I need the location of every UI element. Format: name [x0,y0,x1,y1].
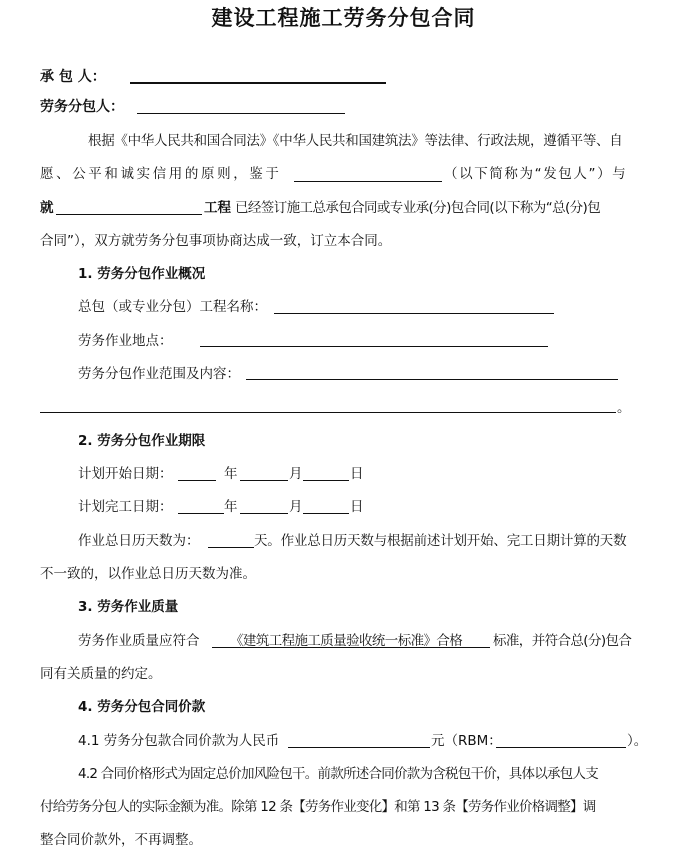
project-field[interactable] [56,214,202,215]
preamble-line4: 合同”），双方就劳务分包事项协商达成一致，订立本合同。 [40,233,392,249]
preamble-line3-a: 就 [40,200,54,216]
section3-heading: 3. 劳务作业质量 [78,599,179,615]
scope-field-line2[interactable] [40,412,616,413]
start-year-unit: 年 [224,466,238,482]
document-title: 建设工程施工劳务分包合同 [211,5,476,30]
quality-standard[interactable]: 《建筑工程施工质量验收统一标准》合格 [230,633,463,649]
scope-end-period: 。 [617,400,631,416]
price-rmb-field[interactable] [288,747,430,748]
location-label: 劳务作业地点： [78,333,173,349]
total-days-field[interactable] [208,547,254,548]
preamble-line1: 根据《中华人民共和国合同法》《中华人民共和国建筑法》等法律、行政法规，遵循平等、自 [88,133,623,149]
section1-heading: 1. 劳务分包作业概况 [78,266,206,282]
project-name-field[interactable] [274,313,554,314]
end-month-field[interactable] [240,513,288,514]
start-month-unit: 月 [289,466,303,482]
price-4-1-c: ）。 [627,733,648,749]
contractor-field[interactable] [130,82,386,84]
end-day-unit: 日 [350,499,364,515]
quality-text-b: 标准，并符合总(分)包合 [493,633,632,649]
contractor-label: 承 包 人： [40,69,106,85]
start-day-unit: 日 [350,466,364,482]
price-4-1-a: 4.1 劳务分包款合同价款为人民币 [78,733,280,749]
subcontractor-field[interactable] [137,113,345,114]
price-4-1-b: 元（RBM： [431,733,502,749]
price-4-2-b: 付给劳务分包人的实际金额为准。除第 12 条【劳务作业变化】和第 13 条【劳务作业价格调整】调 [40,799,596,815]
total-days-text: 天。作业总日历天数与根据前述计划开始、完工日期计算的天数 [254,533,627,549]
quality-text-a: 劳务作业质量应符合 [78,633,200,649]
preamble-line2-a: 愿、公平和诚实信用的原则，鉴于 [40,166,282,182]
end-year-unit: 年 [224,499,238,515]
end-year-field[interactable] [178,513,224,514]
end-date-label: 计划完工日期： [78,499,173,515]
location-field[interactable] [200,346,548,347]
start-day-field[interactable] [303,480,349,481]
section4-heading: 4. 劳务分包合同价款 [78,699,206,715]
issuer-field[interactable] [294,181,442,182]
scope-field-line1[interactable] [246,379,618,380]
end-month-unit: 月 [289,499,303,515]
section2-heading: 2. 劳务分包作业期限 [78,433,206,449]
price-4-2-a: 4.2 合同价格形式为固定总价加风险包干。前款所述合同价款为含税包干价，具体以承包人支 [78,766,599,782]
subcontractor-label: 劳务分包人： [40,99,124,115]
scope-label: 劳务分包作业范围及内容： [78,366,240,382]
preamble-line3-b: 工程 [204,200,231,216]
preamble-line3-c: 已经签订施工总承包合同或专业承(分)包合同(以下称为“总(分)包 [235,200,601,216]
price-rbm-field[interactable] [496,747,626,748]
start-date-label: 计划开始日期： [78,466,173,482]
end-day-field[interactable] [303,513,349,514]
project-name-label: 总包（或专业分包）工程名称： [78,299,267,315]
total-days-label: 作业总日历天数为： [78,533,200,549]
preamble-line2-b: （以下简称为“发包人”）与 [444,166,628,182]
total-days-note: 不一致的，以作业总日历天数为准。 [40,566,256,582]
start-year-field[interactable] [178,480,216,481]
price-4-2-c: 整合同价款外，不再调整。 [40,832,202,848]
start-month-field[interactable] [240,480,288,481]
quality-text-c: 同有关质量的约定。 [40,666,162,682]
